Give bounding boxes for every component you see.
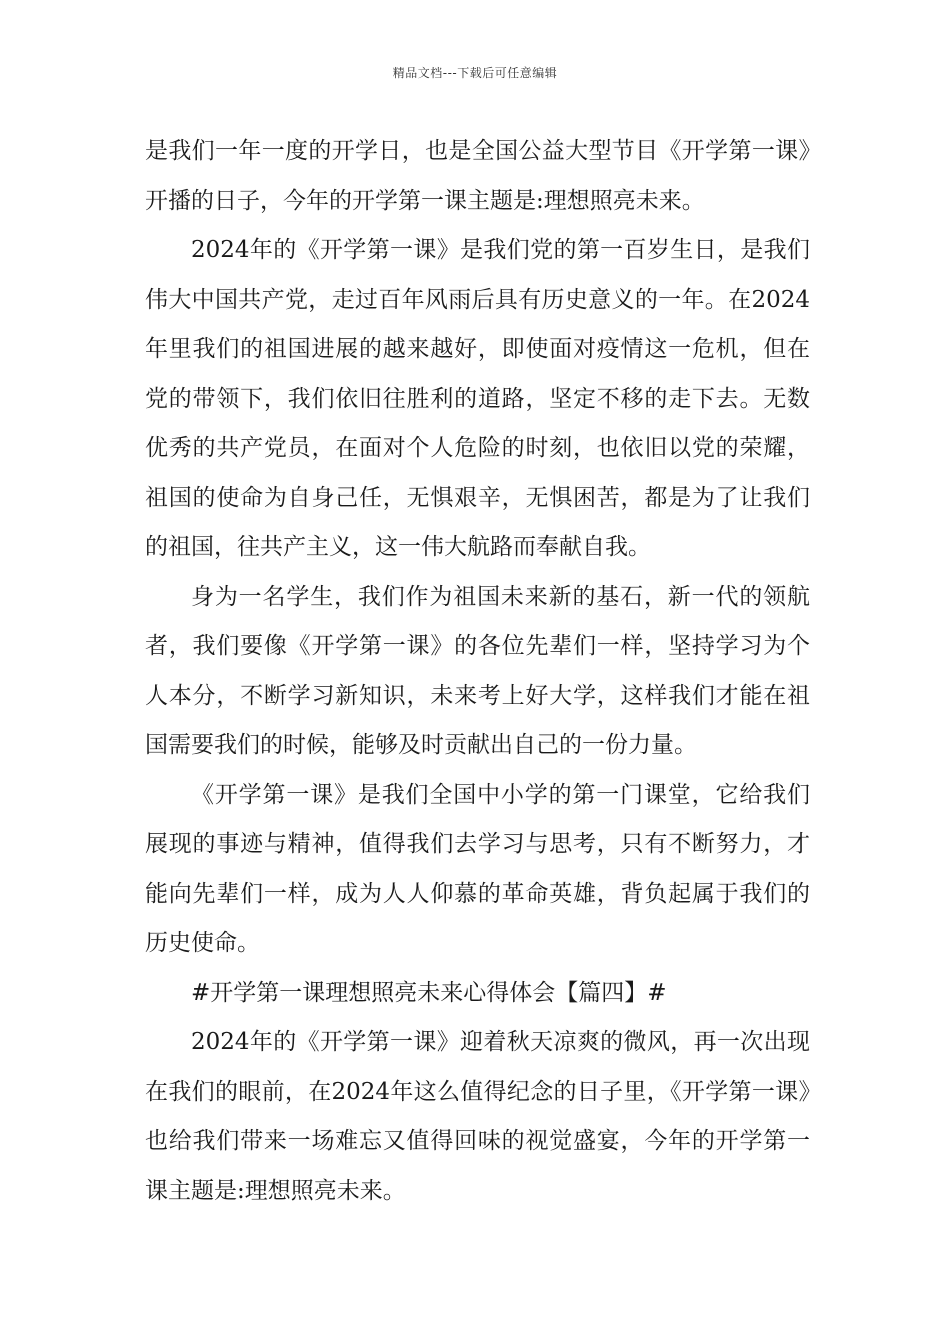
paragraph-2: 2024年的《开学第一课》是我们党的第一百岁生日，是我们伟大中国共产党，走过百年风雨后具有历史意义的一年。在2024年里我们的祖国进展的越来越好，即使面对疫情这一危机，但在党的带领下，我们依旧往胜利的道路，坚定不移的走下去。无数优秀的共产党员，在面对个人危险的时刻，也依旧以党的荣耀，祖国的使命为自身己任，无惧艰辛，无惧困苦，都是为了让我们的祖国，往共产主义，这一伟大航路而奉献自我。	[145, 237, 810, 560]
paragraph-5: 2024年的《开学第一课》迎着秋天凉爽的微风，再一次出现在我们的眼前，在2024年这么值得纪念的日子里，《开学第一课》也给我们带来一场难忘又值得回味的视觉盛宴，今年的开学第一课主题是:理想照亮未来。	[145, 1029, 810, 1204]
paragraph-3: 身为一名学生，我们作为祖国未来新的基石，新一代的领航者，我们要像《开学第一课》的各位先辈们一样，坚持学习为个人本分，不断学习新知识，未来考上好大学，这样我们才能在祖国需要我们的时候，能够及时贡献出自己的一份力量。	[145, 583, 810, 758]
paragraph-1: 是我们一年一度的开学日，也是全国公益大型节目《开学第一课》开播的日子，今年的开学第一课主题是:理想照亮未来。	[145, 138, 810, 214]
document-body	[145, 127, 810, 1216]
paragraph-4: 《开学第一课》是我们全国中小学的第一门课堂，它给我们展现的事迹与精神，值得我们去学习与思考，只有不断努力，才能向先辈们一样，成为人人仰慕的革命英雄，背负起属于我们的历史使命。	[145, 781, 810, 956]
section-heading: #开学第一课理想照亮未来心得体会【篇四】#	[191, 979, 667, 1006]
page-header: 精品文档---下载后可任意编辑	[392, 66, 558, 80]
